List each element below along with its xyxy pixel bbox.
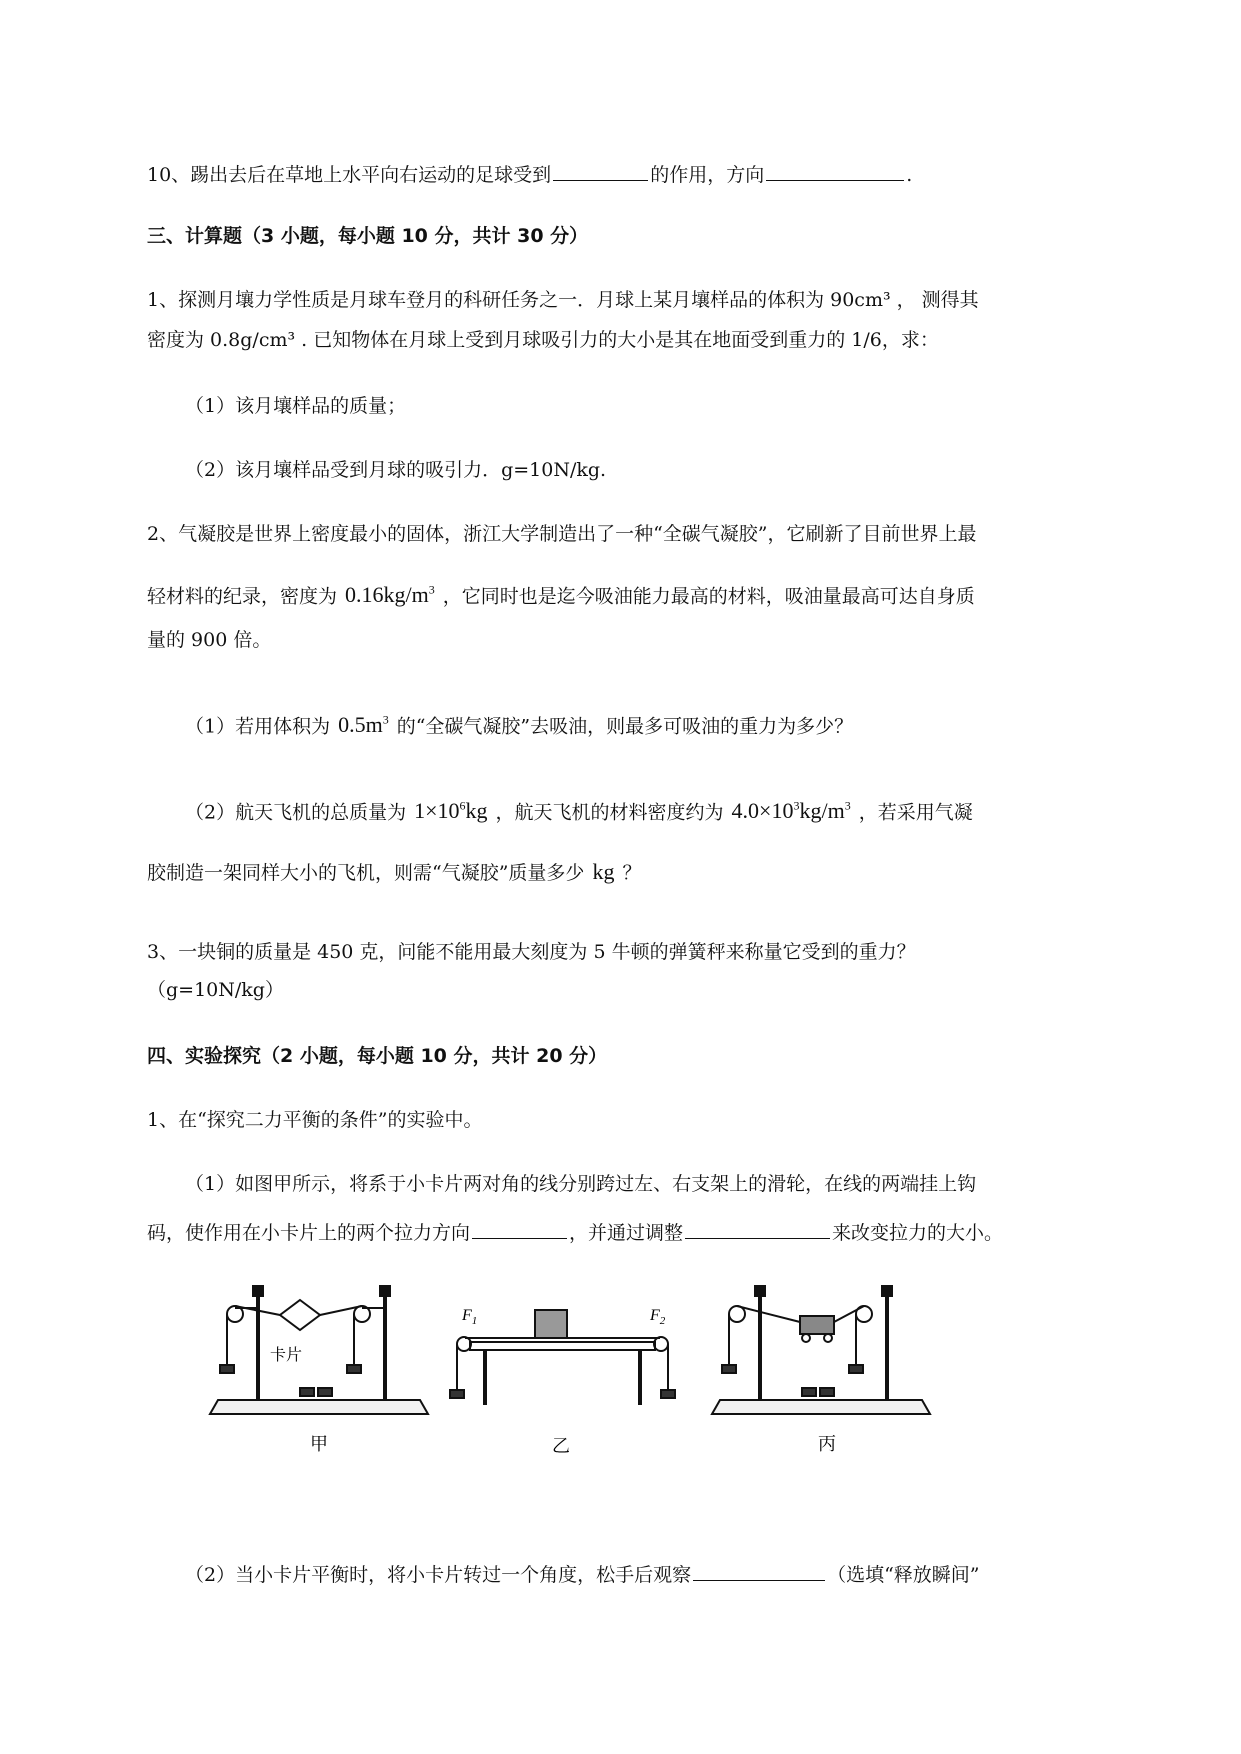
svg-text:F2: $F_2$ (650, 1307, 666, 1327)
s3-q2-sub1-text-a: （1）若用体积为 (185, 715, 331, 738)
s4-q1-sub1-text-c: 来改变拉力的大小。 (832, 1222, 1004, 1244)
s3-q2-line2-text-a: 轻材料的纪录，密度为 (147, 585, 338, 608)
s3-q1-sub1: （1）该月壤样品的质量； (185, 395, 407, 417)
s3-q2-line1: 2、气凝胶是世界上密度最小的固体，浙江大学制造出了一种“全碳气凝胶”，它刷新了目前世界上最 (147, 523, 977, 545)
s4-q1-sub1-line2 (147, 1218, 1003, 1245)
s3-q2-sub1 (185, 708, 853, 738)
section-4-heading: 四、实验探究（2 小题，每小题 10 分，共计 20 分） (147, 1045, 608, 1067)
label-bing: 丙 (818, 1434, 836, 1455)
s4-q1-line1: 1、在“探究二力平衡的条件”的实验中。 (147, 1109, 483, 1131)
setup-bing (712, 1286, 930, 1414)
s4-q1-sub2-text-b: （选填“释放瞬间” (827, 1564, 980, 1586)
s4-q1-blank-1[interactable] (472, 1218, 567, 1239)
s4-q1-sub1-line1: （1）如图甲所示，将系于小卡片两对角的线分别跨过左、右支架上的滑轮，在线的两端挂上钩 (185, 1173, 977, 1195)
s3-q2-last-text-a: 胶制造一架同样大小的飞机，则需“气凝胶”质量多少 (147, 862, 585, 884)
section-3-heading: 三、计算题（3 小题，每小题 10 分，共计 30 分） (147, 225, 589, 247)
s3-q2-sub2-text-c: ，若采用气凝 (858, 801, 973, 824)
s3-q2-line2 (147, 578, 975, 608)
s3-q2-last-text-b: ？ (622, 862, 642, 884)
card-label: 卡片 (270, 1345, 303, 1364)
experiment-diagram (200, 1280, 1000, 1510)
s3-q2-line3: 量的 900 倍。 (147, 629, 272, 651)
experiment-figure (200, 1280, 1000, 1510)
s3-q3-line1: 3、一块铜的质量是 450 克，问能不能用最大刻度为 5 牛顿的弹簧秤来称量它受到的重力？ (147, 941, 916, 963)
s3-q2-sub2 (185, 794, 973, 824)
s4-q1-sub1-text-a: 码，使作用在小卡片上的两个拉力方向 (147, 1222, 471, 1244)
s3-q2-last-line (147, 860, 641, 885)
s4-q1-sub1-text-b: ，并通过调整 (569, 1222, 684, 1244)
s4-q1-sub2 (185, 1560, 980, 1587)
q10-blank-1[interactable] (553, 160, 648, 181)
s3-q1-line1: 1、探测月壤力学性质是月球车登月的科研任务之一．月球上某月壤样品的体积为 90cm³ ， 测得其 (147, 289, 979, 311)
label-yi: 乙 (552, 1436, 570, 1457)
q10-text-3: . (906, 164, 913, 186)
s4-q1-blank-3[interactable] (693, 1560, 825, 1581)
s3-q1-sub2: （2）该月壤样品受到月球的吸引力．g=10N/kg. (185, 459, 607, 481)
q10-text-2: 的作用，方向 (650, 164, 765, 186)
setup-yi (450, 1310, 675, 1405)
s3-q1-line2: 密度为 0.8g/cm³ . 已知物体在月球上受到月球吸引力的大小是其在地面受到重力的 1/6，求： (147, 329, 939, 351)
label-jia: 甲 (310, 1434, 328, 1455)
density-value: $0.16kg/m^3$ (345, 582, 435, 608)
shuttle-mass-value: $1\times 10^6kg$ (414, 798, 488, 824)
shuttle-density-value: $4.0\times 10^3kg/m^3$ (731, 798, 851, 824)
s3-q2-sub1-text-b: 的“全碳气凝胶”去吸油，则最多可吸油的重力为多少？ (396, 715, 854, 738)
s3-q2-sub2-text-a: （2）航天飞机的总质量为 (185, 801, 407, 824)
question-10 (147, 160, 912, 187)
setup-jia (210, 1286, 428, 1414)
svg-text:F1: $F_1$ (462, 1307, 478, 1327)
s4-q1-blank-2[interactable] (685, 1218, 830, 1239)
volume-value: $0.5m^3$ (338, 712, 389, 738)
s4-q1-sub2-text-a: （2）当小卡片平衡时，将小卡片转过一个角度，松手后观察 (185, 1564, 692, 1586)
q10-blank-2[interactable] (766, 160, 904, 181)
s3-q2-sub2-text-b: ，航天飞机的材料密度约为 (495, 801, 724, 824)
s3-q2-line2-text-b: ，它同时也是迄今吸油能力最高的材料，吸油量最高可达自身质 (442, 585, 975, 608)
unit-kg: kg (592, 859, 615, 884)
s3-q3-line2: （g=10N/kg） (147, 979, 284, 1001)
q10-text-1: 10、踢出去后在草地上水平向右运动的足球受到 (147, 164, 552, 186)
